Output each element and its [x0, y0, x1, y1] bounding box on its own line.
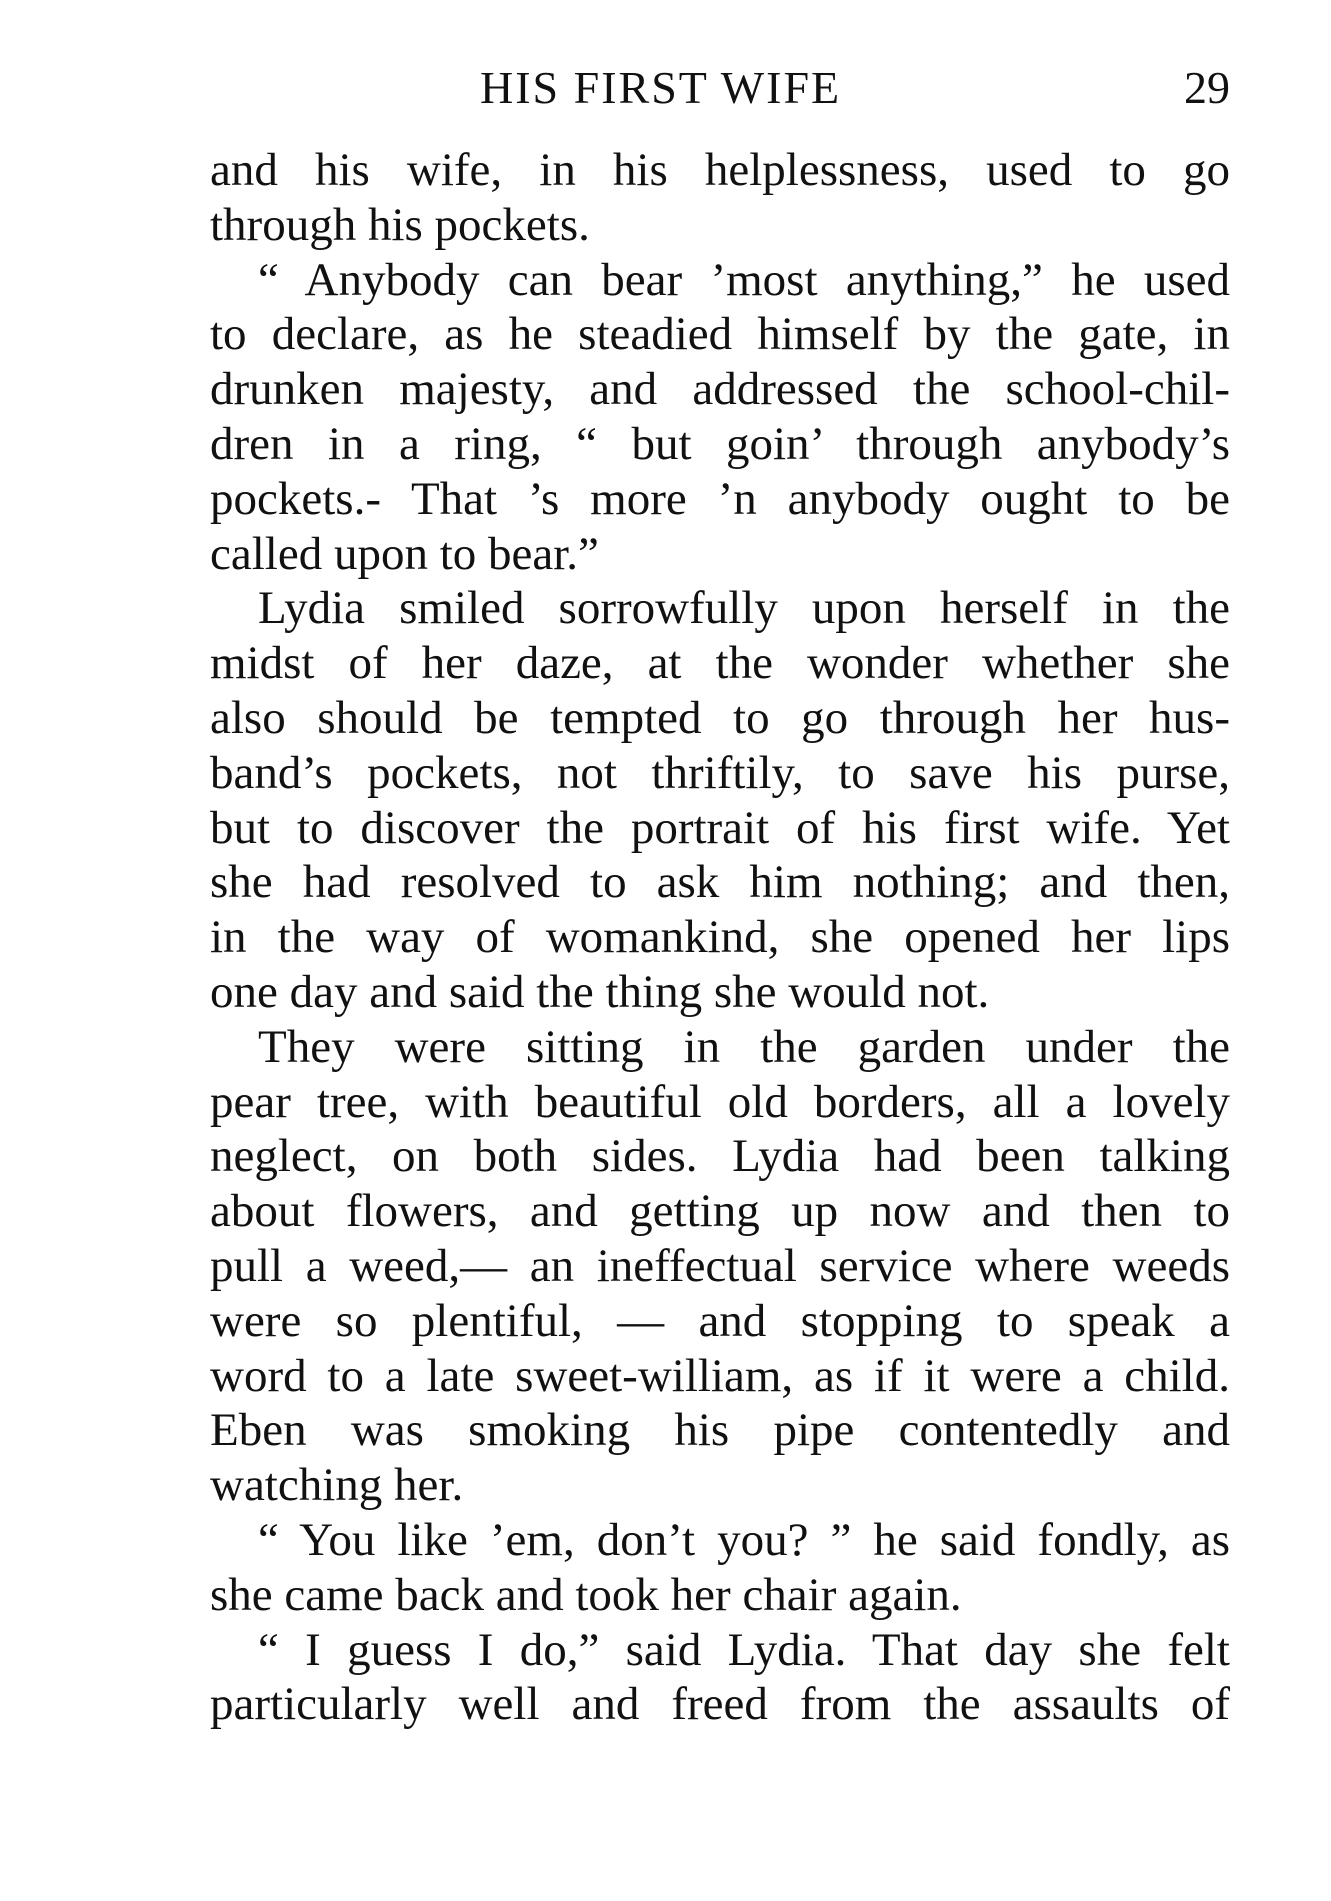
text-line: Lydia smiled sorrowfully upon herself in the [258, 582, 1230, 635]
text-line: dren in a ring, “ but goin’ through anybody’s [210, 417, 1230, 470]
text-line: band’s pockets, not thriftily, to save his purse, [210, 746, 1230, 799]
text-line: pockets.- That ’s more ’n anybody ought to be [210, 472, 1230, 525]
text-line: “ You like ’em, don’t you? ” he said fondly, as [258, 1513, 1230, 1566]
text-line: Eben was smoking his pipe contentedly and [210, 1404, 1230, 1457]
text-line: were so plentiful, — and stopping to speak a [210, 1294, 1230, 1347]
running-head [210, 58, 1230, 118]
running-title: HIS FIRST WIFE [480, 62, 842, 113]
text-line: They were sitting in the garden under the [258, 1020, 1230, 1073]
text-line: but to discover the portrait of his first wife. Yet [210, 801, 1230, 854]
text-line: midst of her daze, at the wonder whether she [210, 637, 1230, 690]
text-line: pear tree, with beautiful old borders, all a lovely [210, 1075, 1230, 1128]
body-text [210, 143, 1230, 1732]
text-line: she came back and took her chair again. [210, 1568, 962, 1621]
text-line: and his wife, in his helplessness, used to go [210, 144, 1230, 196]
text-line: she had resolved to ask him nothing; and then, [210, 856, 1230, 909]
text-line: also should be tempted to go through her hus- [210, 691, 1230, 744]
text-line: in the way of womankind, she opened her lips [210, 911, 1230, 964]
text-line: called upon to bear.” [210, 527, 599, 580]
text-line: one day and said the thing she would not. [210, 965, 990, 1018]
text-line: particularly well and freed from the assaults of [210, 1678, 1230, 1731]
text-line: about flowers, and getting up now and then to [210, 1185, 1230, 1238]
text-line: “ Anybody can bear ’most anything,” he used [258, 253, 1230, 306]
text-line: through his pockets. [210, 198, 590, 251]
page-number: 29 [1184, 62, 1230, 113]
text-line: neglect, on both sides. Lydia had been talking [210, 1130, 1230, 1183]
text-line: word to a late sweet-william, as if it were a child. [210, 1349, 1230, 1402]
text-line: to declare, as he steadied himself by the gate, in [210, 308, 1230, 361]
text-line: drunken majesty, and addressed the school-chil- [210, 363, 1230, 416]
text-line: “ I guess I do,” said Lydia. That day she felt [258, 1623, 1230, 1676]
text-line: pull a weed,— an ineffectual service where weeds [210, 1239, 1230, 1292]
text-line: watching her. [210, 1459, 464, 1512]
